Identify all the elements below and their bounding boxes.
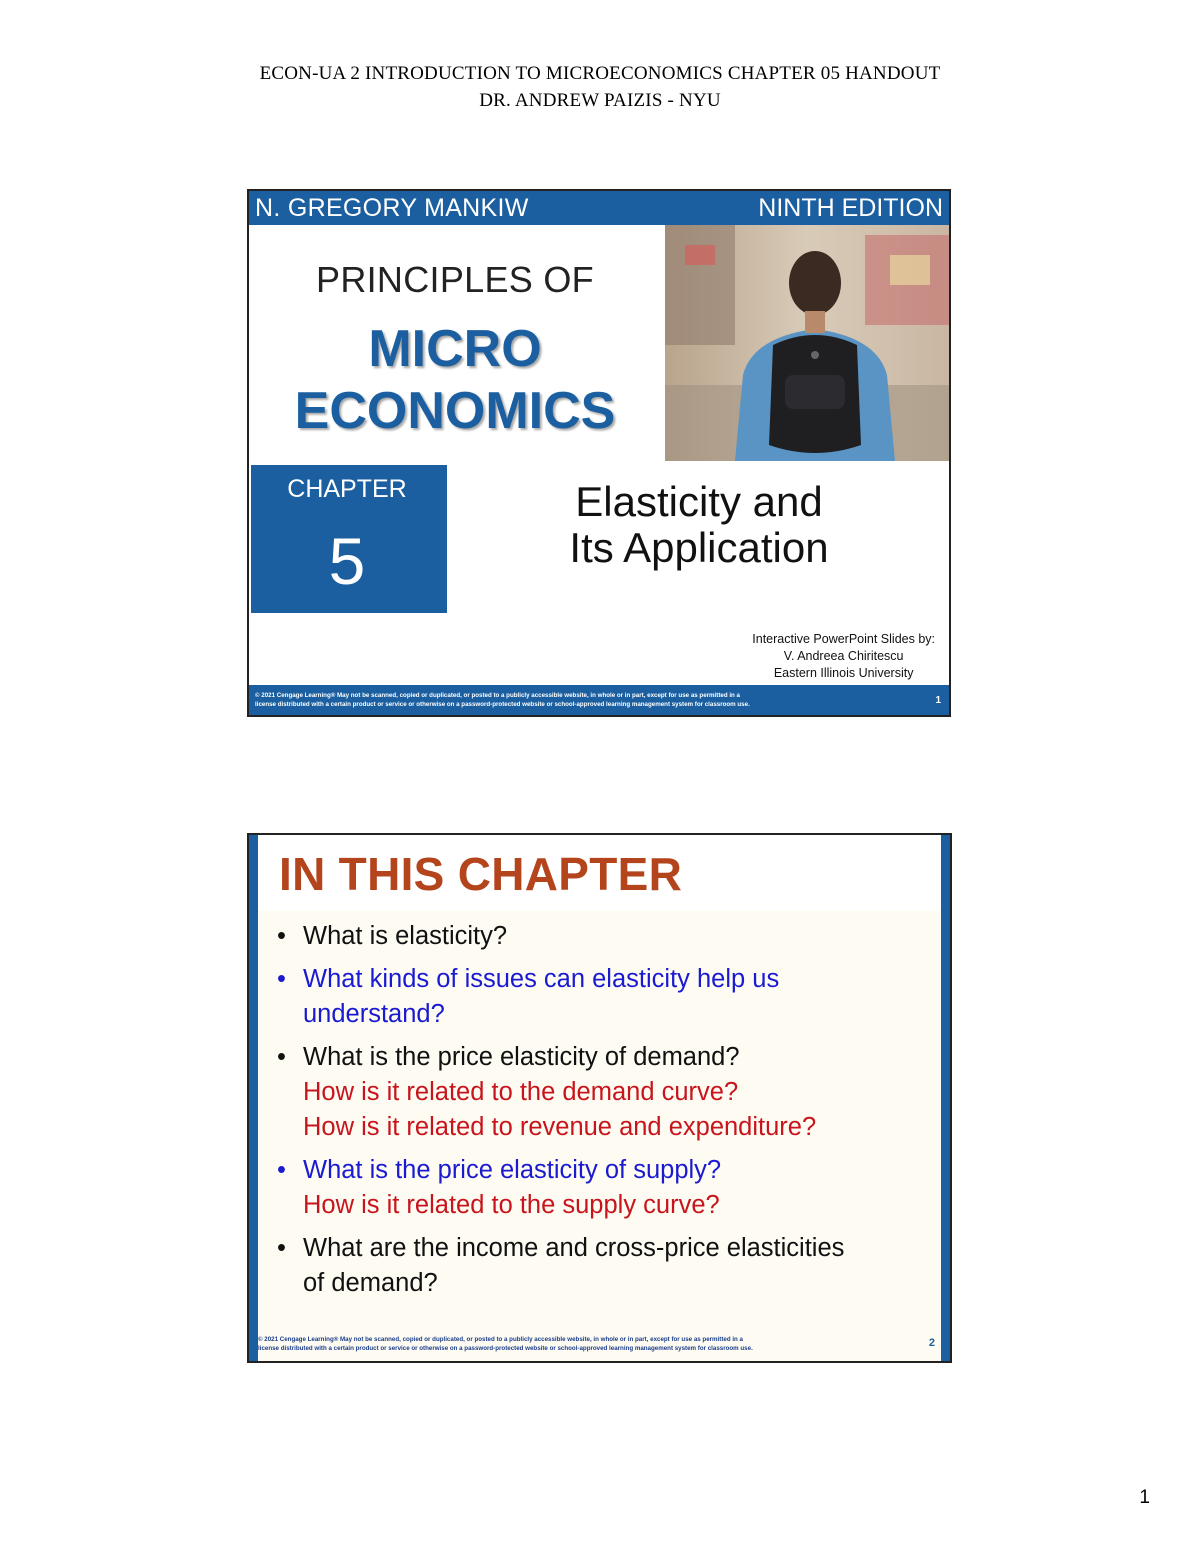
student-photo-illustration [665, 225, 951, 461]
copyright-line-1: © 2021 Cengage Learning® May not be scanned, copied or duplicated, or posted to a publicly accessible website, in whole or in part, except for use as permitted in a [258, 1336, 743, 1343]
slide-2-footer [258, 1331, 941, 1361]
list-item [277, 919, 942, 954]
chapter-box [251, 465, 447, 613]
author-name: N. GREGORY MANKIW [255, 194, 529, 222]
slide-credits [752, 631, 935, 682]
copyright-notice [258, 1335, 898, 1353]
list-item-subtext: How is it related to revenue and expenditure? [303, 1113, 817, 1141]
page-header [0, 60, 1200, 114]
list-item-text: What kinds of issues can elasticity help us [303, 965, 780, 993]
list-item [277, 1040, 942, 1145]
bullet-icon: • [277, 1156, 286, 1184]
slide-number: 1 [935, 695, 941, 706]
slide-2-in-this-chapter [247, 833, 952, 1363]
list-item-subtext: How is it related to the supply curve? [303, 1191, 720, 1219]
chapter-title-line-2: Its Application [569, 524, 829, 571]
chapter-title-line-1: Elasticity and [575, 478, 823, 525]
list-item [277, 1231, 942, 1301]
chapter-number: 5 [328, 524, 366, 598]
edition-label: NINTH EDITION [758, 194, 943, 222]
credits-line-1: Interactive PowerPoint Slides by: [752, 632, 935, 646]
credits-line-2: V. Andreea Chiritescu [783, 649, 904, 663]
copyright-line-2: license distributed with a certain product or service or otherwise on a password-protected website or school-approved learning management system for classroom use. [258, 1345, 753, 1352]
bullet-icon: • [277, 965, 286, 993]
slide-number: 2 [928, 1337, 935, 1349]
header-instructor-line: DR. ANDREW PAIZIS - NYU [479, 90, 721, 111]
micro-heading: MICRO [368, 320, 542, 378]
list-item [277, 1153, 942, 1223]
page-number: 1 [1139, 1487, 1150, 1508]
chapter-label: CHAPTER [287, 475, 407, 503]
bullet-icon: • [277, 922, 286, 950]
credits-line-3: Eastern Illinois University [773, 666, 914, 680]
slide-1-title-slide [247, 189, 951, 717]
copyright-line-2: license distributed with a certain product or service or otherwise on a password-protected website or school-approved learning management system for classroom use. [255, 701, 750, 708]
list-item-text: of demand? [303, 1269, 438, 1297]
list-item-text: What are the income and cross-price elasticities [303, 1234, 845, 1262]
list-item-text: understand? [303, 1000, 445, 1028]
list-item-text: What is the price elasticity of supply? [303, 1156, 722, 1184]
slide-2-right-accent-bar [941, 835, 950, 1361]
list-item [277, 962, 942, 1032]
slide-2-left-accent-bar [249, 835, 258, 1361]
chapter-questions-list [277, 919, 942, 1309]
bullet-icon: • [277, 1043, 286, 1071]
copyright-line-1: © 2021 Cengage Learning® May not be scanned, copied or duplicated, or posted to a publicly accessible website, in whole or in part, except for use as permitted in a [255, 692, 740, 699]
slide-2-title: IN THIS CHAPTER [279, 848, 683, 900]
chapter-title [539, 479, 859, 571]
copyright-notice [255, 691, 895, 709]
header-course-line: ECON-UA 2 INTRODUCTION TO MICROECONOMICS CHAPTER 05 HANDOUT [259, 63, 941, 84]
slide-1-top-bar [249, 191, 949, 225]
list-item-text: What is the price elasticity of demand? [303, 1043, 740, 1071]
economics-heading: ECONOMICS [294, 382, 616, 440]
list-item-text: What is elasticity? [303, 922, 508, 950]
student-backpack-photo [665, 225, 951, 461]
slide-1-footer [249, 685, 949, 715]
bullet-icon: • [277, 1234, 286, 1262]
list-item-subtext: How is it related to the demand curve? [303, 1078, 739, 1106]
principles-of-heading: PRINCIPLES OF [316, 259, 594, 300]
